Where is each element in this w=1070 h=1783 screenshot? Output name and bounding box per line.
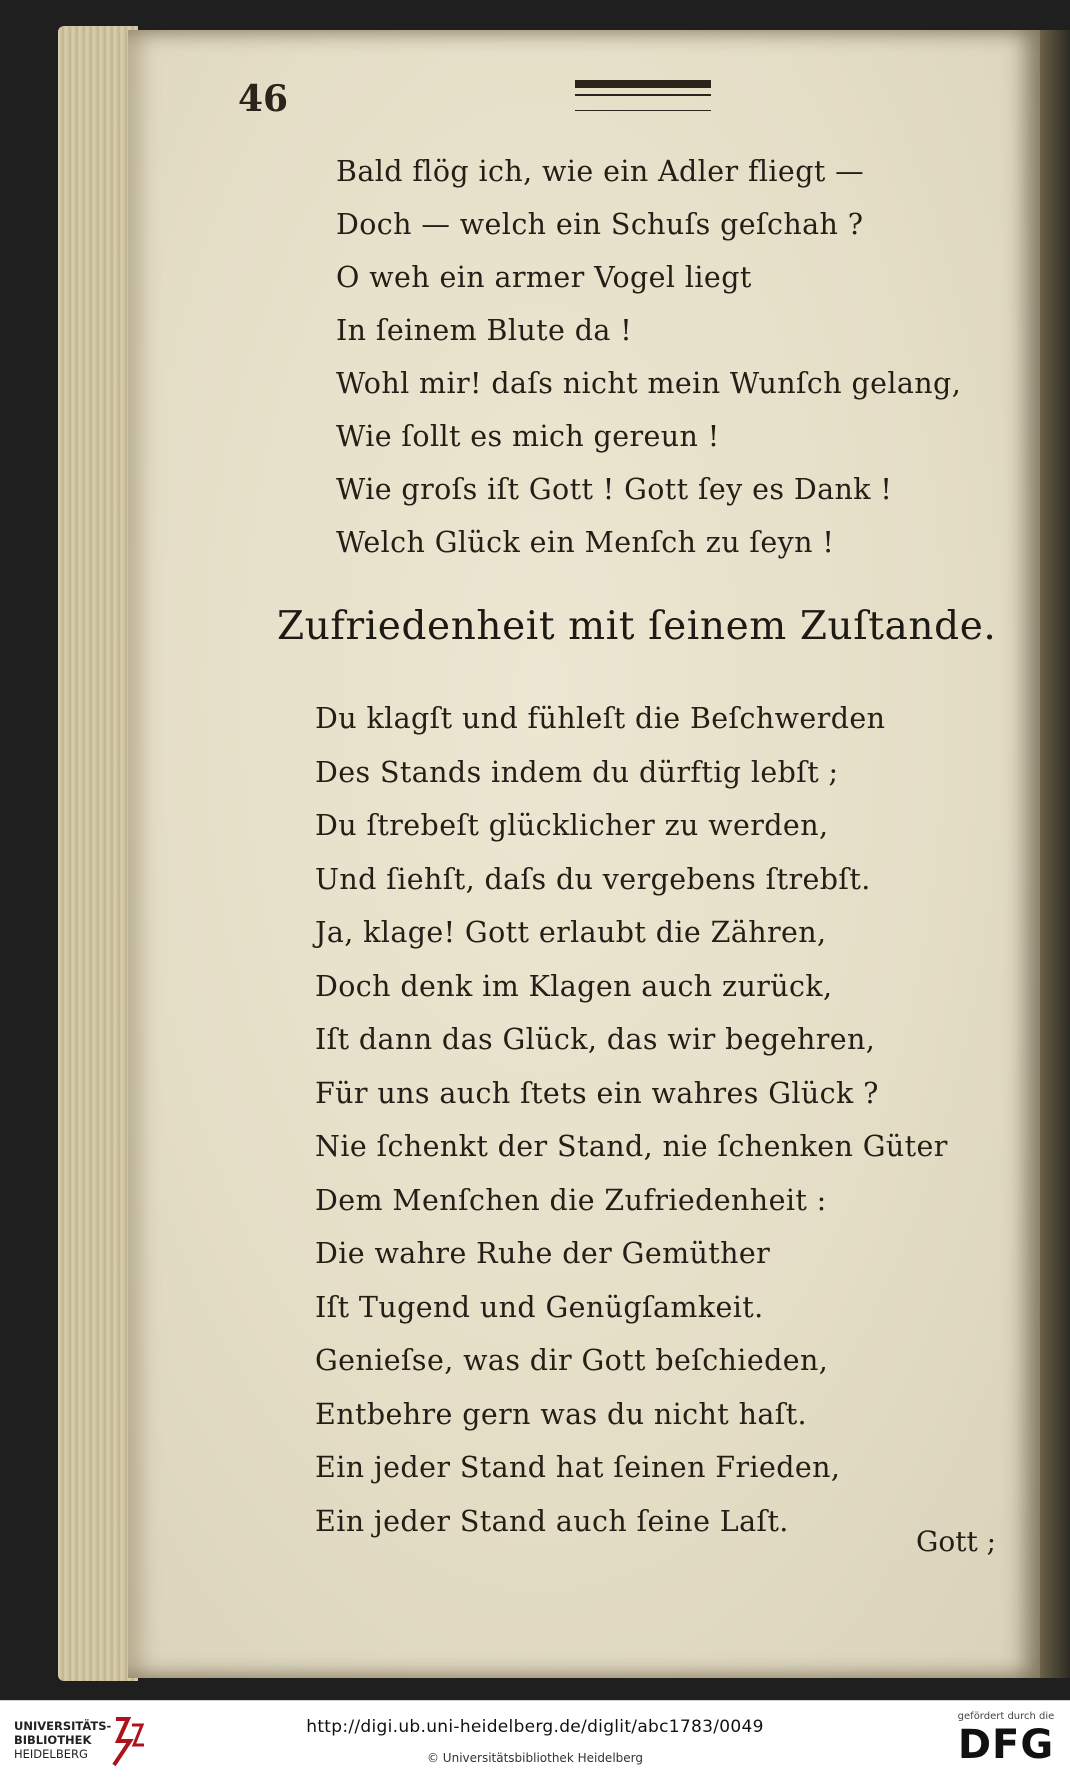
- poem-title: Zufriedenheit mit ſeinem Zuſtande.: [277, 604, 997, 649]
- stanza-1: [336, 145, 961, 569]
- verse-line: Du klagſt und fühleſt die Beſchwerden: [315, 702, 886, 735]
- funder-caption: gefördert durch die: [957, 1711, 1055, 1722]
- verse-line: Entbehre gern was du nicht haſt.: [315, 1397, 808, 1431]
- verse-line: Du ſtrebeſt glücklicher zu werden,: [315, 809, 829, 842]
- catchword: Gott ;: [916, 1525, 997, 1558]
- copyright-notice: © Universitätsbibliothek Heidelberg: [426, 1751, 643, 1765]
- verse-line: Ein jeder Stand hat ſeinen Frieden,: [315, 1451, 841, 1484]
- library-name-line: BIBLIOTHEK: [14, 1733, 92, 1747]
- verse-line: Des Stands indem du dürftig lebſt ;: [315, 755, 839, 789]
- verse-line: Für uns auch ſtets ein wahres Glück ?: [315, 1076, 879, 1110]
- library-name-line: UNIVERSITÄTS-: [14, 1719, 112, 1733]
- verse-line: Ja, klage! Gott erlaubt die Zähren,: [315, 916, 827, 949]
- verse-line: Die wahre Ruhe der Gemüther: [315, 1237, 771, 1270]
- verse-line: Wie groſs iſt Gott ! Gott ſey es Dank !: [336, 473, 893, 506]
- verse-line: Genieſse, was dir Gott beſchieden,: [315, 1344, 829, 1377]
- dfg-logo: DFG: [957, 1722, 1055, 1768]
- verse-line: Bald flög ich, wie ein Adler fliegt —: [336, 155, 865, 188]
- page-number: 46: [238, 78, 289, 120]
- book-gutter-shadow: [1040, 30, 1070, 1678]
- viewer-footer: [0, 1700, 1070, 1783]
- verse-line: In ſeinem Blute da !: [336, 314, 633, 347]
- dfg-funder-logo: [950, 1711, 1062, 1768]
- verse-line: Nie ſchenkt der Stand, nie ſchenken Güter: [315, 1130, 948, 1163]
- permalink-url[interactable]: http://digi.ub.uni-heidelberg.de/diglit/abc1783/0049: [306, 1717, 764, 1737]
- stanza-2: [315, 692, 948, 1548]
- verse-line: Wie ſollt es mich gereun !: [336, 420, 720, 453]
- verse-line: Dem Menſchen die Zufriedenheit :: [315, 1183, 827, 1217]
- verse-line: Iſt Tugend und Genügſamkeit.: [315, 1290, 764, 1324]
- verse-line: Doch — welch ein Schuſs geſchah ?: [336, 208, 864, 241]
- verse-line: Welch Glück ein Menſch zu ſeyn !: [336, 526, 835, 559]
- header-rule: [575, 80, 711, 111]
- verse-line: O weh ein armer Vogel liegt: [336, 261, 752, 294]
- verse-line: Und ſiehſt, daſs du vergebens ſtrebſt.: [315, 862, 871, 896]
- verse-line: Ein jeder Stand auch ſeine Laſt.: [315, 1504, 789, 1538]
- book-page-edges: [58, 26, 138, 1681]
- verse-line: Doch denk im Klagen auch zurück,: [315, 969, 833, 1003]
- verse-line: Iſt dann das Glück, das wir begehren,: [315, 1023, 876, 1056]
- library-name-line: HEIDELBERG: [14, 1747, 88, 1761]
- verse-line: Wohl mir! daſs nicht mein Wunſch gelang,: [336, 367, 962, 400]
